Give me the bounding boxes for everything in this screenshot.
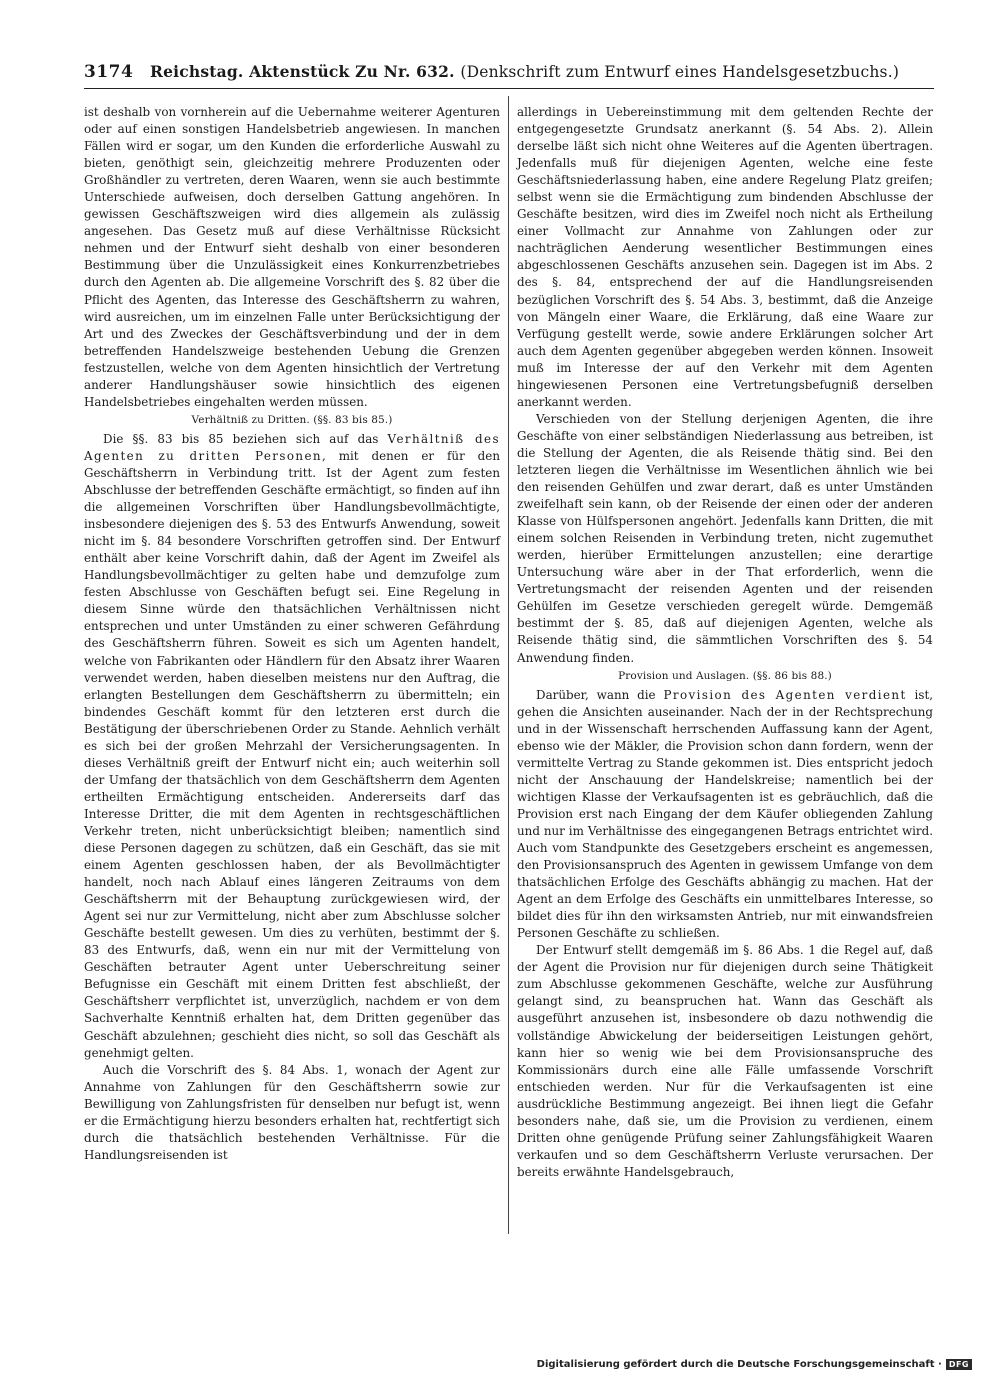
title-subtitle: (Denkschrift zum Entwurf eines Handelsgesetzbuchs.) xyxy=(460,63,900,81)
dfg-logo: DFG xyxy=(946,1359,972,1370)
running-title xyxy=(150,62,934,81)
left-column xyxy=(84,104,500,1164)
column-divider xyxy=(508,96,509,1234)
right-column xyxy=(517,104,933,1181)
title-main: Reichstag. Aktenstück Zu Nr. 632. xyxy=(150,62,455,81)
header-rule xyxy=(84,88,934,89)
text-run: ist, gehen die Ansichten auseinander. Nach der in der Rechtsprechung und in der Wissenschaft herrschenden Auffassung kann der Agent, ebenso wie der Mäkler, die Provision schon dann fordern, wenn der vermittelte Vertrag zu Stande gekommen ist. Dies entspricht jedoch nicht der Anschauung der Handelskreise; namentlich bei der wichtigen Klasse der Verkaufsagenten ist es gebräuchlich, daß die Provision erst nach Eingang der dem Käufer obliegenden Zahlung und nur im Verhältnisse des eingegangenen Betrags entrichtet wird. Auch vom Standpunkte des Gesetzgebers erscheint es angemessen, den Provisionsanspruch des Agenten in gewissem Umfange von dem thatsächlichen Erfolge des Geschäfts abhängig zu machen. Hat der Agent an dem Erfolge des Geschäfts ein unmittelbares Interesse, so bildet dies für ihn den wirksamsten Antrieb, nur mit einwandsfreien Personen Geschäfte zu schließen. xyxy=(517,687,933,941)
section-heading: Provision und Auslagen. (§§. 86 bis 88.) xyxy=(618,669,832,682)
section-heading: Verhältniß zu Dritten. (§§. 83 bis 85.) xyxy=(191,413,393,426)
page-number: 3174 xyxy=(84,62,134,82)
paragraph: allerdings in Uebereinstimmung mit dem geltenden Rechte der entgegengesetzte Grundsatz anerkannt (§. 54 Abs. 2). Allein derselbe läßt sich nicht ohne Weiteres auf die Agenten übertragen. Jedenfalls muß für diejenigen Agenten, welche eine feste Geschäftsniederlassung haben, eine andere Regelung Platz greifen; selbst wenn sie die Ermächtigung zum bindenden Abschlusse der Geschäfte besitzen, wird dies im Zweifel noch nicht als Ertheilung einer Vollmacht zur Annahme von Zahlungen oder zur nachträglichen Aenderung wesentlicher Bestimmungen eines abgeschlossenen Geschäfts anzusehen sein. Dagegen ist im Abs. 2 des §. 84, entsprechend der auf die Handlungsreisenden bezüglichen Vorschrift des §. 54 Abs. 3, bestimmt, daß die Anzeige von Mängeln einer Waare, die Erklärung, daß eine Waare zur Verfügung gestellt werde, sowie andere Erklärungen solcher Art auch dem Agenten gegenüber abgegeben werden können. Insoweit muß im Interesse der auf den Verkehr mit dem Agenten hingewiesenen Personen eine Vertretungsbefugniß derselben anerkannt werden. xyxy=(517,105,933,409)
paragraph: Auch die Vorschrift des §. 84 Abs. 1, wonach der Agent zur Annahme von Zahlungen für den Geschäftsherrn sowie zur Bewilligung von Zahlungsfristen für denselben nur befugt ist, wenn er die Ermächtigung hierzu besonders erhalten hat, rechtfertigt sich durch die thatsächlich bestehenden Verhältnisse. Für die Handlungsreisenden ist xyxy=(84,1062,500,1162)
spaced-emphasis: Verhältniß des Agenten zu dritten Personen xyxy=(84,431,501,463)
paragraph: Der Entwurf stellt demgemäß im §. 86 Abs. 1 die Regel auf, daß der Agent die Provision nur für diejenigen durch seine Thätigkeit zum Abschlusse gekommenen Geschäfte, welche zur Ausführung gelangt sind, zu beanspruchen hat. Wann das Geschäft als ausgeführt anzusehen ist, insbesondere ob dazu nothwendig die vollständige Abwickelung der beiderseitigen Leistungen gehört, kann hier so wenig wie bei dem Provisionsanspruche des Kommissionärs durch eine alle Fälle umfassende Vorschrift entschieden werden. Nur für die Verkaufsagenten ist eine ausdrückliche Bestimmung angezeigt. Bei ihnen liegt die Gefahr besonders nahe, daß sie, um die Provision zu verdienen, einem Dritten ohne genügende Prüfung seiner Zahlungsfähigkeit Waaren verkaufen und so dem Geschäftsherrn Verluste verursachen. Der bereits erwähnte Handelsgebrauch, xyxy=(517,943,933,1179)
spaced-emphasis: Provision des Agenten verdient xyxy=(663,687,907,702)
text-run: Die §§. 83 bis 85 beziehen sich auf das xyxy=(103,431,388,446)
paragraph xyxy=(517,687,933,943)
text-run: , mit denen er für den Geschäftsherrn in Verbindung tritt. Ist der Agent zum festen Abschlusse der betreffenden Geschäfte ermächtigt, so finden auf ihn die allgemeinen Vorschriften über Handlungsbevollmächtigte, insbesondere diejenigen des §. 53 des Entwurfs Anwendung, soweit nicht im §. 84 besondere Vorschriften getroffen sind. Der Entwurf enthält aber keine Vorschrift dahin, daß der Agent im Zweifel als Handlungsbevollmächtiger zu gelten habe und demzufolge zum festen Abschlusse von Geschäften befugt sei. Eine Regelung in diesem Sinne würde den thatsächlichen Verhältnissen nicht entsprechen und unter Umständen zu einer schweren Gefährdung des Geschäftsherrn führen. Soweit es sich um Agenten handelt, welche von Fabrikanten oder Händlern für den Absatz ihrer Waaren verwendet werden, haben dieselben meistens nur den Auftrag, die erlangten Bestellungen dem Geschäftsherrn zu übermitteln; ein bindendes Geschäft kommt für den letzteren erst durch die Bestätigung der überschriebenen Order zu Stande. Aehnlich verhält es sich bei der großen Mehrzahl der Versicherungsagenten. In dieses Verhältniß greift der Entwurf nicht ein; auch weiterhin soll der Umfang der thatsächlich von dem Geschäftsherrn dem Agenten ertheilten Ermächtigung entscheiden. Andererseits darf das Interesse Dritter, die mit dem Agenten in rechtsgeschäftlichen Verkehr treten, nicht unberücksichtigt bleiben; namentlich sind diese Personen dagegen zu schützen, daß ein Geschäft, das sie mit einem Agenten geschlossen haben, der als Bevollmächtigter handelt, noch nach Ablauf eines längeren Zeitraums von dem Geschäftsherrn mit der Behauptung zurückgewiesen wird, der Agent sei nur zur Vermittelung, nicht aber zum Abschlusse solcher Geschäfte bestellt gewesen. Um dies zu verhüten, bestimmt der §. 83 des Entwurfs, daß, wenn ein nur mit der Vermittelung von Geschäften betrauter Agent unter Ueberschreitung seiner Befugnisse ein Geschäft mit einem Dritten fest abschließt, der Geschäftsherr verpflichtet ist, unverzüglich, nachdem er von dem Sachverhalte Kenntniß erhalten hat, dem Dritten gegenüber das Geschäft abzulehnen; geschieht dies nicht, so soll das Geschäft als genehmigt gelten. xyxy=(84,448,500,1060)
paragraph xyxy=(84,431,500,1062)
paragraph: Verschieden von der Stellung derjenigen Agenten, die ihre Geschäfte von einer selbständigen Niederlassung aus betreiben, ist die Stellung der Agenten, die als Reisende thätig sind. Bei den letzteren liegen die Verhältnisse im Wesentlichen ähnlich wie bei den reisenden Gehülfen und zwar derart, daß es unter Umständen zweifelhaft sein kann, ob der Reisende der einen oder der anderen Klasse von Hülfspersonen angehört. Jedenfalls kann Dritten, die mit einem solchen Reisenden in Verbindung treten, nicht zugemuthet werden, hierüber Ermittelungen anzustellen; eine derartige Untersuchung wäre aber in der That erforderlich, wenn die Vertretungsmacht der reisenden Agenten und der reisenden Gehülfen im Gesetze verschieden geregelt würde. Demgemäß bestimmt der §. 85, daß auf diejenigen Agenten, welche als Reisende thätig sind, die sämmtlichen Vorschriften des §. 54 Anwendung finden. xyxy=(517,411,933,665)
funding-footer xyxy=(537,1359,972,1370)
paragraph: ist deshalb von vornherein auf die Uebernahme weiterer Agenturen oder auf einen sonstigen Handelsbetrieb angewiesen. In manchen Fällen wird er sogar, um den Kunden die erforderliche Auswahl zu bieten, genöthigt sein, gleichzeitig mehrere Produzenten oder Großhändler zu vertreten, deren Waaren, wenn sie auch bestimmte Unterschiede aufweisen, doch derselben Gattung angehören. In gewissen Geschäftszweigen wird dies allgemein als zulässig angesehen. Das Gesetz muß auf diese Verhältnisse Rücksicht nehmen und der Entwurf sieht deshalb von einer besonderen Bestimmung über die Unzulässigkeit eines Konkurrenzbetriebes durch den Agenten ab. Die allgemeine Vorschrift des §. 82 über die Pflicht des Agenten, das Interesse des Geschäftsherrn zu wahren, wird ausreichen, um im einzelnen Falle unter Berücksichtigung der Art und des Zweckes der Geschäftsverbindung und der in dem betreffenden Handelszweige bestehenden Uebung die Grenzen festzustellen, welche von dem Agenten hinsichtlich der Vertretung anderer Handlungshäuser sowie hinsichtlich des eigenen Handelsbetriebes eingehalten werden müssen. xyxy=(84,105,500,409)
footer-text: Digitalisierung gefördert durch die Deutsche Forschungsgemeinschaft · xyxy=(536,1359,942,1370)
page-header xyxy=(84,62,934,88)
text-run: Darüber, wann die xyxy=(536,687,664,702)
